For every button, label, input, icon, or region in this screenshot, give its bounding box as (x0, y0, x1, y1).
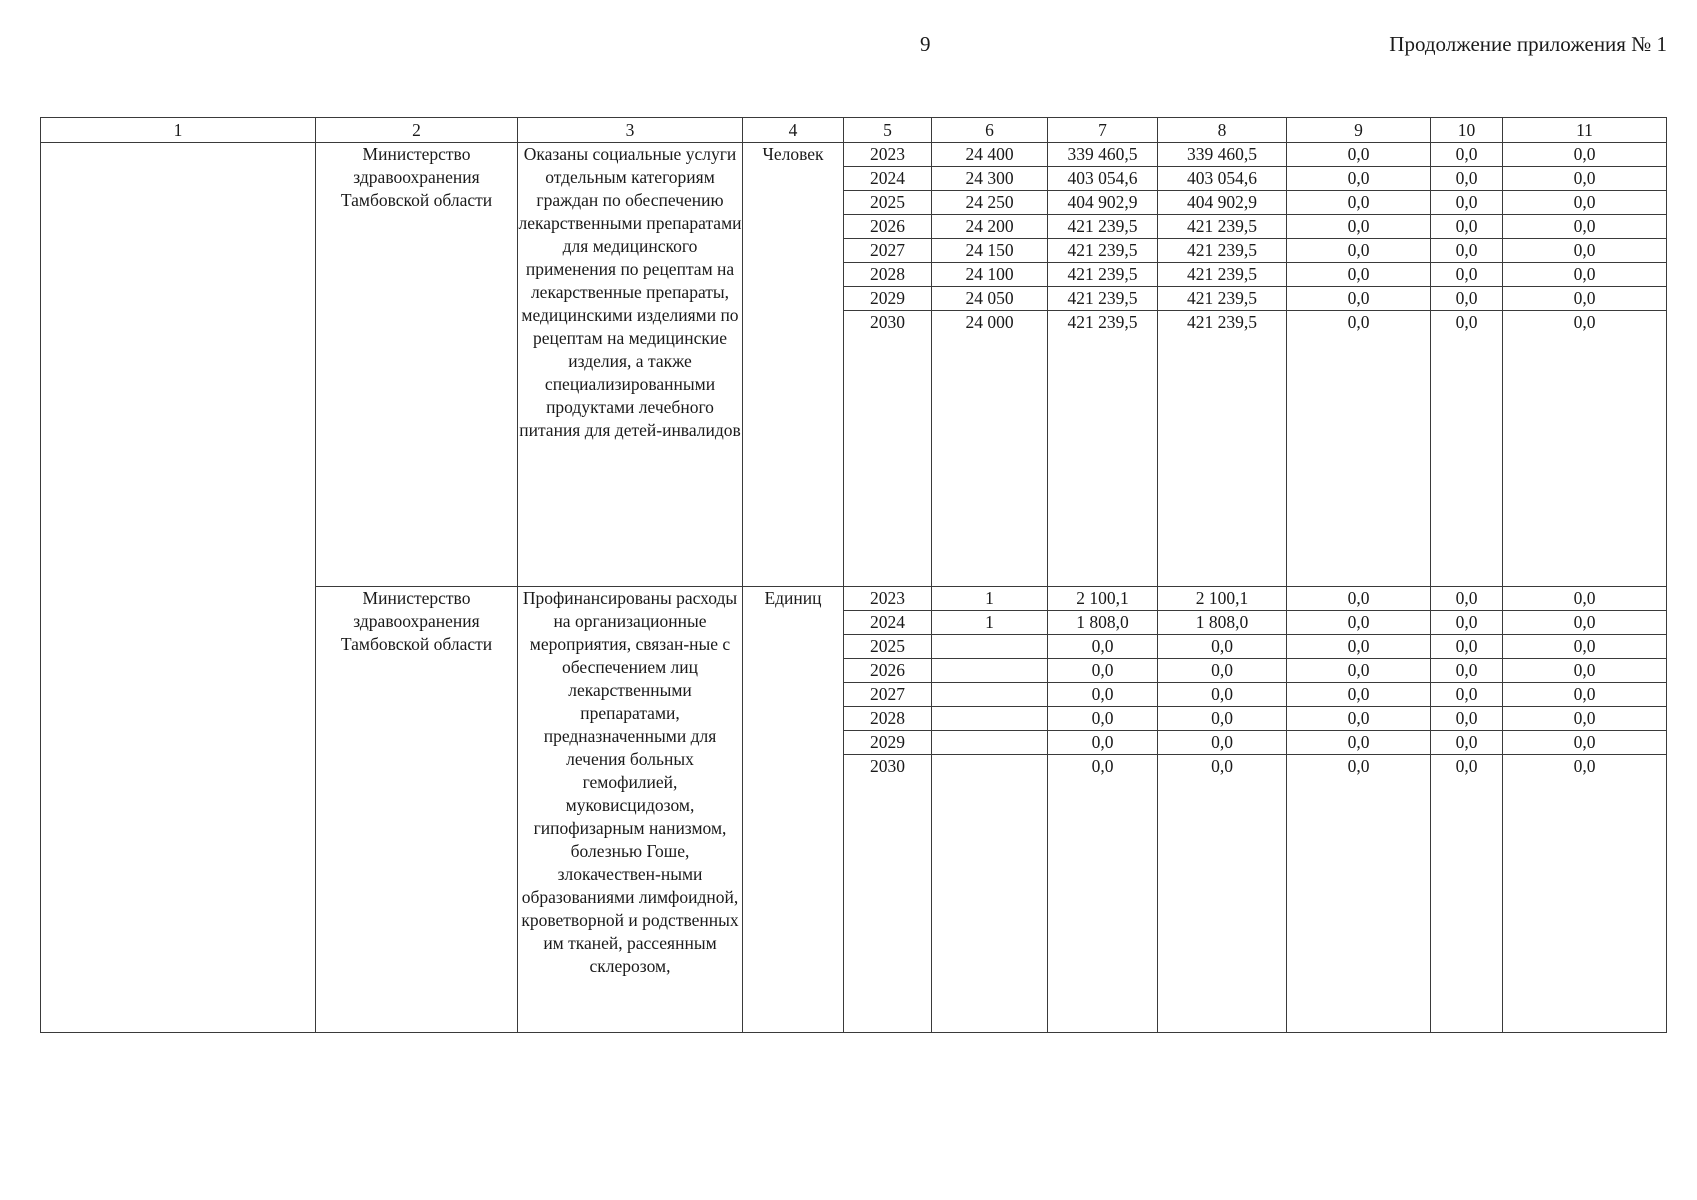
total-amount-cell: 0,0 (1048, 659, 1158, 683)
federal-budget-cell: 0,0 (1287, 263, 1431, 287)
federal-budget-cell: 0,0 (1287, 611, 1431, 635)
year-cell: 2029 (844, 287, 932, 311)
quantity-cell: 24 000 (932, 311, 1048, 587)
year-cell: 2026 (844, 659, 932, 683)
year-cell: 2025 (844, 635, 932, 659)
local-budget-cell: 0,0 (1431, 659, 1503, 683)
local-budget-cell: 0,0 (1431, 215, 1503, 239)
year-cell: 2024 (844, 167, 932, 191)
column-header: 1 (41, 118, 316, 143)
total-amount-cell: 0,0 (1048, 683, 1158, 707)
total-amount-cell: 0,0 (1048, 755, 1158, 1033)
regional-budget-cell: 2 100,1 (1158, 587, 1287, 611)
total-amount-cell: 1 808,0 (1048, 611, 1158, 635)
other-sources-cell: 0,0 (1503, 191, 1667, 215)
regional-budget-cell: 0,0 (1158, 755, 1287, 1033)
local-budget-cell: 0,0 (1431, 167, 1503, 191)
total-amount-cell: 421 239,5 (1048, 263, 1158, 287)
other-sources-cell: 0,0 (1503, 239, 1667, 263)
year-cell: 2030 (844, 311, 932, 587)
local-budget-cell: 0,0 (1431, 707, 1503, 731)
regional-budget-cell: 421 239,5 (1158, 263, 1287, 287)
other-sources-cell: 0,0 (1503, 287, 1667, 311)
regional-budget-cell: 0,0 (1158, 659, 1287, 683)
table-row (41, 143, 1667, 167)
regional-budget-cell: 0,0 (1158, 731, 1287, 755)
quantity-cell: 24 250 (932, 191, 1048, 215)
regional-budget-cell: 0,0 (1158, 635, 1287, 659)
regional-budget-cell: 421 239,5 (1158, 287, 1287, 311)
total-amount-cell: 421 239,5 (1048, 239, 1158, 263)
column-number-row (41, 118, 1667, 143)
quantity-cell: 24 200 (932, 215, 1048, 239)
other-sources-cell: 0,0 (1503, 311, 1667, 587)
quantity-cell: 24 150 (932, 239, 1048, 263)
quantity-cell: 1 (932, 587, 1048, 611)
column-header: 6 (932, 118, 1048, 143)
year-cell: 2027 (844, 239, 932, 263)
local-budget-cell: 0,0 (1431, 263, 1503, 287)
federal-budget-cell: 0,0 (1287, 287, 1431, 311)
column-header: 3 (518, 118, 743, 143)
total-amount-cell: 421 239,5 (1048, 311, 1158, 587)
column-header: 4 (743, 118, 844, 143)
year-cell: 2024 (844, 611, 932, 635)
other-sources-cell: 0,0 (1503, 215, 1667, 239)
other-sources-cell: 0,0 (1503, 587, 1667, 611)
regional-budget-cell: 0,0 (1158, 683, 1287, 707)
other-sources-cell: 0,0 (1503, 635, 1667, 659)
federal-budget-cell: 0,0 (1287, 143, 1431, 167)
regional-budget-cell: 339 460,5 (1158, 143, 1287, 167)
other-sources-cell: 0,0 (1503, 263, 1667, 287)
year-cell: 2028 (844, 263, 932, 287)
quantity-cell (932, 731, 1048, 755)
appendix-table (40, 117, 1667, 1033)
quantity-cell: 24 100 (932, 263, 1048, 287)
regional-budget-cell: 1 808,0 (1158, 611, 1287, 635)
quantity-cell (932, 683, 1048, 707)
organization-cell: Министерство здравоохранения Тамбовской области (316, 587, 518, 1033)
federal-budget-cell: 0,0 (1287, 683, 1431, 707)
total-amount-cell: 0,0 (1048, 707, 1158, 731)
result-description-cell: Оказаны социальные услуги отдельным категориям граждан по обеспечению лекарственными препаратами для медицинского применения по рецептам на лекарственные препараты, медицинскими изделиями по рецептам на медицинские изделия, а также специализированными продуктами лечебного питания для детей-инвалидов (518, 143, 743, 587)
other-sources-cell: 0,0 (1503, 659, 1667, 683)
unit-cell: Человек (743, 143, 844, 587)
total-amount-cell: 404 902,9 (1048, 191, 1158, 215)
federal-budget-cell: 0,0 (1287, 707, 1431, 731)
local-budget-cell: 0,0 (1431, 731, 1503, 755)
regional-budget-cell: 421 239,5 (1158, 215, 1287, 239)
year-cell: 2030 (844, 755, 932, 1033)
local-budget-cell: 0,0 (1431, 587, 1503, 611)
appendix-continuation-label: Продолжение приложения № 1 (1389, 32, 1667, 56)
federal-budget-cell: 0,0 (1287, 731, 1431, 755)
federal-budget-cell: 0,0 (1287, 191, 1431, 215)
other-sources-cell: 0,0 (1503, 731, 1667, 755)
local-budget-cell: 0,0 (1431, 287, 1503, 311)
column-header: 5 (844, 118, 932, 143)
federal-budget-cell: 0,0 (1287, 167, 1431, 191)
federal-budget-cell: 0,0 (1287, 659, 1431, 683)
other-sources-cell: 0,0 (1503, 167, 1667, 191)
local-budget-cell: 0,0 (1431, 239, 1503, 263)
year-cell: 2027 (844, 683, 932, 707)
total-amount-cell: 421 239,5 (1048, 215, 1158, 239)
year-cell: 2023 (844, 587, 932, 611)
local-budget-cell: 0,0 (1431, 311, 1503, 587)
quantity-cell (932, 707, 1048, 731)
total-amount-cell: 339 460,5 (1048, 143, 1158, 167)
federal-budget-cell: 0,0 (1287, 635, 1431, 659)
regional-budget-cell: 0,0 (1158, 707, 1287, 731)
total-amount-cell: 421 239,5 (1048, 287, 1158, 311)
federal-budget-cell: 0,0 (1287, 239, 1431, 263)
federal-budget-cell: 0,0 (1287, 311, 1431, 587)
column-header: 11 (1503, 118, 1667, 143)
quantity-cell: 24 300 (932, 167, 1048, 191)
regional-budget-cell: 421 239,5 (1158, 311, 1287, 587)
regional-budget-cell: 404 902,9 (1158, 191, 1287, 215)
local-budget-cell: 0,0 (1431, 143, 1503, 167)
total-amount-cell: 0,0 (1048, 635, 1158, 659)
local-budget-cell: 0,0 (1431, 755, 1503, 1033)
year-cell: 2026 (844, 215, 932, 239)
other-sources-cell: 0,0 (1503, 707, 1667, 731)
year-cell: 2025 (844, 191, 932, 215)
unit-cell: Единиц (743, 587, 844, 1033)
year-cell: 2029 (844, 731, 932, 755)
other-sources-cell: 0,0 (1503, 755, 1667, 1033)
table-body (41, 143, 1667, 1033)
result-description-cell: Профинансированы расходы на организационные мероприятия, связан-ные с обеспечением лиц лекарственными препаратами, предназначенными для лечения больных гемофилией, муковисцидозом, гипофизарным нанизмом, болезнью Гоше, злокачествен-ными образованиями лимфоидной, кроветворной и родственных им тканей, рассеянным склерозом, (518, 587, 743, 1033)
federal-budget-cell: 0,0 (1287, 215, 1431, 239)
local-budget-cell: 0,0 (1431, 611, 1503, 635)
quantity-cell (932, 659, 1048, 683)
column-header: 7 (1048, 118, 1158, 143)
page-number: 9 (920, 32, 931, 56)
quantity-cell (932, 755, 1048, 1033)
federal-budget-cell: 0,0 (1287, 587, 1431, 611)
local-budget-cell: 0,0 (1431, 191, 1503, 215)
regional-budget-cell: 403 054,6 (1158, 167, 1287, 191)
column-header: 2 (316, 118, 518, 143)
quantity-cell: 24 050 (932, 287, 1048, 311)
local-budget-cell: 0,0 (1431, 683, 1503, 707)
local-budget-cell: 0,0 (1431, 635, 1503, 659)
column-header: 10 (1431, 118, 1503, 143)
total-amount-cell: 0,0 (1048, 731, 1158, 755)
total-amount-cell: 2 100,1 (1048, 587, 1158, 611)
organization-cell: Министерство здравоохранения Тамбовской области (316, 143, 518, 587)
other-sources-cell: 0,0 (1503, 611, 1667, 635)
column-1-cell (41, 143, 316, 1033)
column-header: 9 (1287, 118, 1431, 143)
total-amount-cell: 403 054,6 (1048, 167, 1158, 191)
year-cell: 2023 (844, 143, 932, 167)
year-cell: 2028 (844, 707, 932, 731)
other-sources-cell: 0,0 (1503, 683, 1667, 707)
other-sources-cell: 0,0 (1503, 143, 1667, 167)
regional-budget-cell: 421 239,5 (1158, 239, 1287, 263)
quantity-cell (932, 635, 1048, 659)
column-header: 8 (1158, 118, 1287, 143)
federal-budget-cell: 0,0 (1287, 755, 1431, 1033)
quantity-cell: 24 400 (932, 143, 1048, 167)
quantity-cell: 1 (932, 611, 1048, 635)
